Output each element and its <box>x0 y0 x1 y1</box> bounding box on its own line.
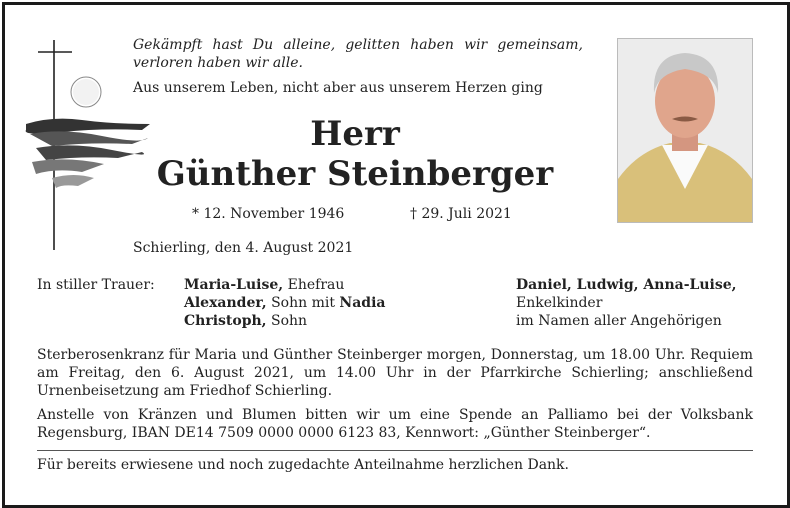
mourner-row <box>184 312 307 330</box>
service-info: Sterberosenkranz für Maria und Günther Steinberger morgen, Donnerstag, um 18.00 Uhr. Requiem am Freitag, den 6. August 2021, um 14.00 Uhr in der Pfarrkirche Schierling; anschließend Urnenbeisetzung am Friedhof Schierling. <box>37 347 753 399</box>
mourner-name: Christoph, <box>184 313 267 329</box>
mourner-row <box>184 294 385 312</box>
grandchildren-names: Daniel, Ludwig, Anna-Luise, <box>516 277 737 293</box>
intro-line: Aus unserem Leben, nicht aber aus unserem Herzen ging <box>133 80 543 96</box>
poem-text: Gekämpft hast Du alleine, gelitten haben wir gemeinsam, verloren haben wir alle. <box>133 37 583 71</box>
mourner-partner: Nadia <box>339 295 386 311</box>
mourner-relation: Ehefrau <box>287 277 345 293</box>
portrait-photo <box>617 38 753 223</box>
birth-date: * 12. November 1946 <box>192 206 345 222</box>
death-date: † 29. Juli 2021 <box>410 206 512 222</box>
grandchildren-relation: Enkelkinder <box>516 295 603 311</box>
mourners-label: In stiller Trauer: <box>37 277 155 293</box>
salutation: Herr <box>310 114 400 154</box>
mourner-row <box>184 276 344 294</box>
mourner-name: Maria-Luise, <box>184 277 284 293</box>
mourner-relation: Sohn <box>271 313 308 329</box>
mourner-name: Alexander, <box>184 295 267 311</box>
divider <box>37 450 753 451</box>
mourner-relation: Sohn mit <box>271 295 335 311</box>
place-date: Schierling, den 4. August 2021 <box>133 240 354 256</box>
donation-info: Anstelle von Kränzen und Blumen bitten wir um eine Spende an Palliamo bei der Volksbank Regensburg, IBAN DE14 7509 0000 0000 6123 83, Kennwort: „Günther Steinberger“. <box>37 407 753 441</box>
deceased-name: Günther Steinberger <box>156 154 554 194</box>
thanks-line: Für bereits erwiesene und noch zugedachte Anteilnahme herzlichen Dank. <box>37 457 569 473</box>
on-behalf-line: im Namen aller Angehörigen <box>516 313 722 329</box>
